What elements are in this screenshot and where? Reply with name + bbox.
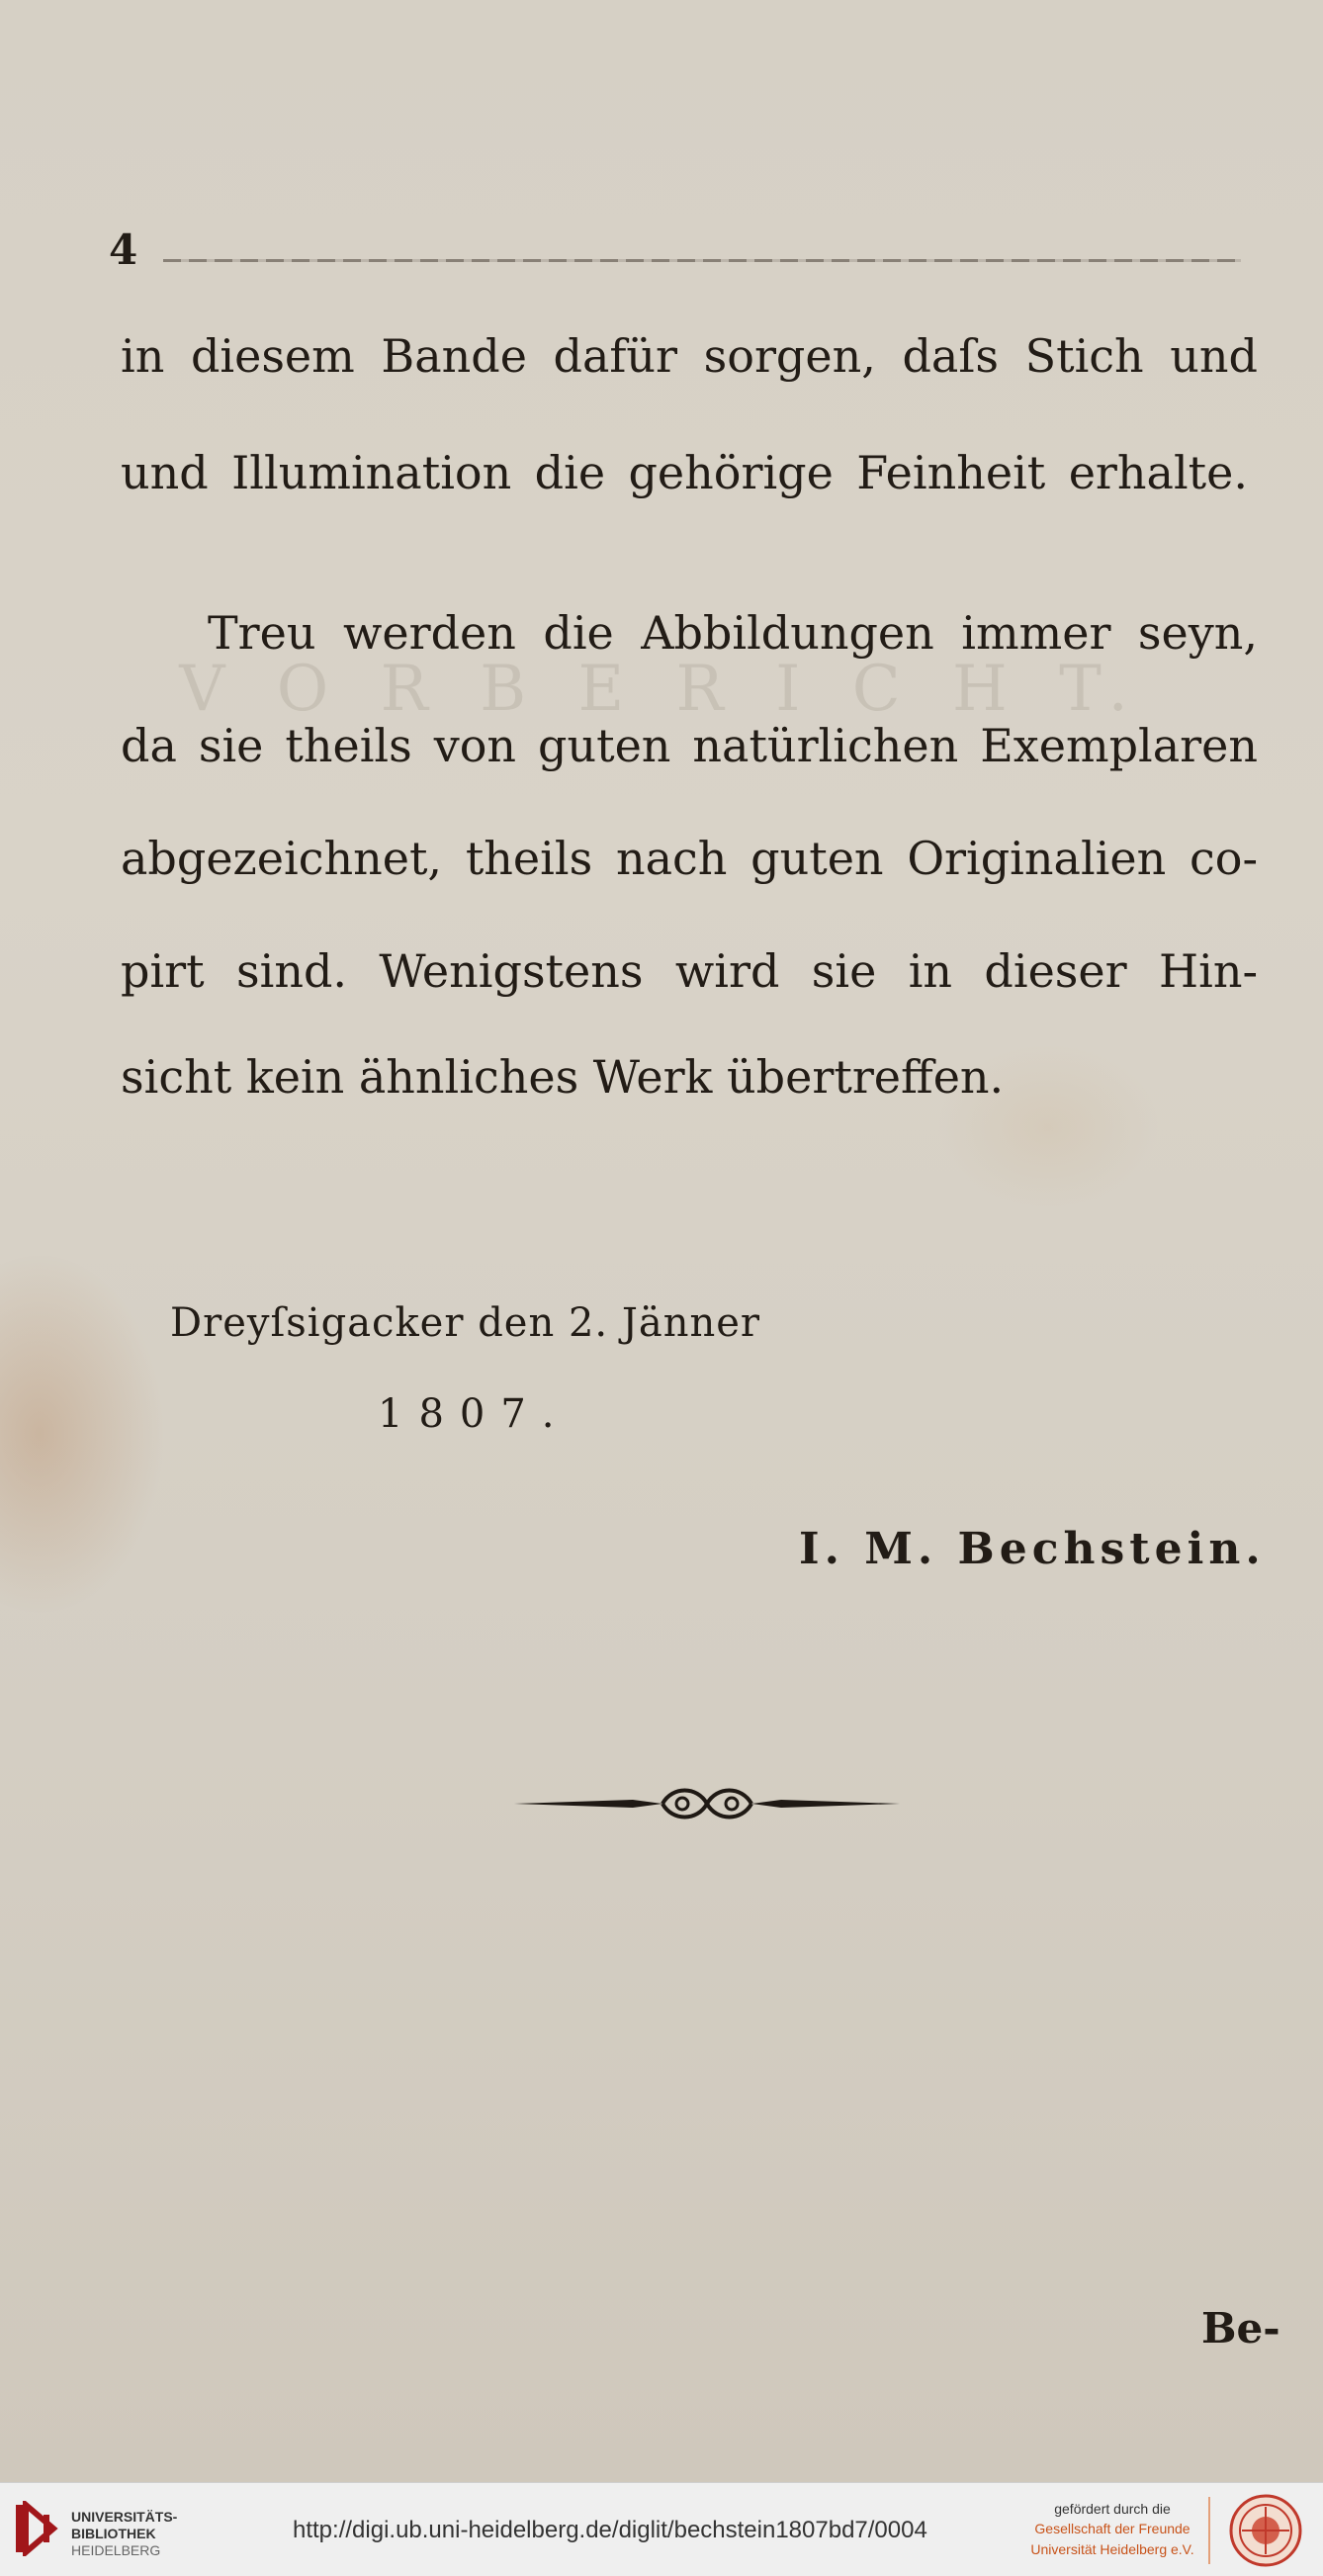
library-name-line3: HEIDELBERG [71, 2542, 161, 2558]
bleed-through-decoration: V O R B E R I C H T. [179, 653, 1144, 726]
ub-heidelberg-logo-icon[interactable] [14, 2501, 63, 2556]
ornament-icon [514, 1780, 900, 1827]
viewer-footer [0, 2482, 1323, 2576]
place-date: Dreyſsigacker den 2. Jänner [170, 1300, 761, 1346]
library-name-line2: BIBLIOTHEK [71, 2526, 156, 2541]
sponsor-line1: Gesellschaft der Freunde [1034, 2521, 1191, 2536]
text-line: sicht kein ähnliches Werk übertreffen. [121, 1050, 1005, 1104]
text-line: in diesem Bande dafür sorgen, daſs Stich und [121, 329, 1258, 383]
year: 1807. [378, 1391, 571, 1437]
text-line: da sie theils von guten natürlichen Exemplaren [121, 719, 1258, 772]
text-line: abgezeichnet, theils nach guten Originalien co- [121, 832, 1258, 885]
text-line: Treu werden die Abbildungen immer seyn, [208, 606, 1258, 660]
catchword: Be- [1201, 2304, 1280, 2353]
page-number: 4 [109, 225, 138, 274]
text-line: pirt sind. Wenigstens wird sie in dieser Hin- [121, 944, 1258, 998]
sponsor-block[interactable] [1023, 2501, 1201, 2558]
header-rule [163, 259, 1241, 262]
sponsor-intro: gefördert durch die [1054, 2501, 1171, 2517]
author-name: I. M. Bechstein. [799, 1524, 1266, 1574]
sponsor-divider [1208, 2497, 1210, 2564]
sponsor-line2: Universität Heidelberg e.V. [1030, 2541, 1194, 2557]
permalink-url[interactable]: http://digi.ub.uni-heidelberg.de/diglit/bechstein1807bd7/0004 [293, 2517, 927, 2543]
library-name[interactable] [71, 2509, 177, 2559]
text-line: und Illumination die gehörige Feinheit erhalte. [121, 446, 1248, 499]
university-seal-icon [1220, 2493, 1311, 2568]
library-name-line1: UNIVERSITÄTS- [71, 2509, 178, 2525]
